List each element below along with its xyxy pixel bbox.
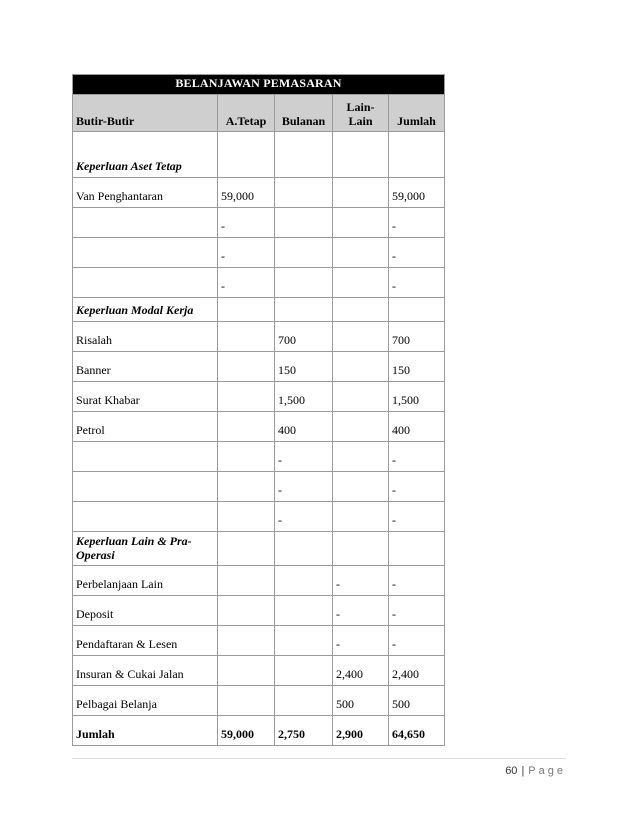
table-cell xyxy=(275,566,333,596)
table-cell xyxy=(333,132,389,178)
table-cell xyxy=(333,412,389,442)
table-cell: - xyxy=(333,596,389,626)
table-row xyxy=(73,566,445,596)
table-cell: 2,400 xyxy=(333,656,389,686)
table-cell xyxy=(218,132,275,178)
table-cell xyxy=(275,178,333,208)
table-cell xyxy=(333,472,389,502)
table-cell xyxy=(218,596,275,626)
page-number: 60 xyxy=(505,765,518,777)
item-label: Surat Khabar xyxy=(73,382,218,412)
section-label: Keperluan Modal Kerja xyxy=(73,298,218,322)
section-header-row xyxy=(73,532,445,566)
table-row xyxy=(73,352,445,382)
table-cell: - xyxy=(389,442,445,472)
table-cell xyxy=(389,298,445,322)
table-cell: - xyxy=(218,238,275,268)
page-label: Page xyxy=(528,765,566,777)
table-cell: 400 xyxy=(389,412,445,442)
table-cell: 700 xyxy=(389,322,445,352)
table-row xyxy=(73,596,445,626)
table-cell xyxy=(333,238,389,268)
total-cell: 2,750 xyxy=(275,716,333,746)
table-row xyxy=(73,238,445,268)
table-row xyxy=(73,382,445,412)
header-jumlah: Jumlah xyxy=(389,95,445,132)
footer-separator: | xyxy=(521,765,525,777)
table-row xyxy=(73,656,445,686)
table-cell: 150 xyxy=(275,352,333,382)
table-cell: - xyxy=(389,502,445,532)
item-label xyxy=(73,442,218,472)
table-title: BELANJAWAN PEMASARAN xyxy=(73,75,445,95)
table-cell: 700 xyxy=(275,322,333,352)
item-label xyxy=(73,268,218,298)
table-cell xyxy=(218,442,275,472)
table-cell xyxy=(275,686,333,716)
item-label: Risalah xyxy=(73,322,218,352)
table-cell xyxy=(218,472,275,502)
table-row xyxy=(73,502,445,532)
table-cell xyxy=(218,322,275,352)
item-label: Perbelanjaan Lain xyxy=(73,566,218,596)
table-title-row xyxy=(73,75,445,95)
table-cell xyxy=(333,298,389,322)
total-label: Jumlah xyxy=(73,716,218,746)
table-row xyxy=(73,626,445,656)
item-label xyxy=(73,238,218,268)
table-row xyxy=(73,268,445,298)
total-row xyxy=(73,716,445,746)
section-label: Keperluan Aset Tetap xyxy=(73,132,218,178)
table-cell: 150 xyxy=(389,352,445,382)
table-cell xyxy=(333,322,389,352)
table-cell xyxy=(275,532,333,566)
item-label: Pelbagai Belanja xyxy=(73,686,218,716)
table-row xyxy=(73,686,445,716)
table-cell: - xyxy=(275,442,333,472)
table-cell xyxy=(389,532,445,566)
section-header-row xyxy=(73,132,445,178)
section-header-row xyxy=(73,298,445,322)
table-cell xyxy=(275,626,333,656)
table-cell xyxy=(275,208,333,238)
footer-divider xyxy=(72,758,566,759)
table-cell xyxy=(275,298,333,322)
table-cell xyxy=(275,268,333,298)
table-cell xyxy=(218,412,275,442)
table-row xyxy=(73,442,445,472)
table-cell: - xyxy=(389,208,445,238)
total-cell: 64,650 xyxy=(389,716,445,746)
table-cell xyxy=(218,298,275,322)
table-cell xyxy=(218,382,275,412)
table-cell: 59,000 xyxy=(218,178,275,208)
table-cell: 2,400 xyxy=(389,656,445,686)
table-cell: - xyxy=(218,268,275,298)
table-body xyxy=(73,132,445,746)
table-cell xyxy=(218,532,275,566)
table-cell: - xyxy=(389,268,445,298)
table-cell: - xyxy=(389,566,445,596)
table-cell xyxy=(218,686,275,716)
table-cell xyxy=(218,566,275,596)
table-cell xyxy=(333,442,389,472)
table-cell: 500 xyxy=(389,686,445,716)
table-cell xyxy=(275,596,333,626)
item-label: Deposit xyxy=(73,596,218,626)
table-cell xyxy=(275,656,333,686)
table-cell xyxy=(333,208,389,238)
total-cell: 2,900 xyxy=(333,716,389,746)
budget-table xyxy=(72,74,445,746)
table-cell xyxy=(389,132,445,178)
item-label xyxy=(73,472,218,502)
table-row xyxy=(73,178,445,208)
header-a-tetap: A.Tetap xyxy=(218,95,275,132)
table-cell xyxy=(333,532,389,566)
table-cell: - xyxy=(389,472,445,502)
table-cell xyxy=(218,352,275,382)
table-cell xyxy=(218,656,275,686)
item-label: Van Penghantaran xyxy=(73,178,218,208)
section-label: Keperluan Lain & Pra-Operasi xyxy=(73,532,218,566)
header-butir: Butir-Butir xyxy=(73,95,218,132)
table-row xyxy=(73,322,445,352)
table-row xyxy=(73,472,445,502)
item-label: Banner xyxy=(73,352,218,382)
table-header-row xyxy=(73,95,445,132)
table-cell: - xyxy=(389,596,445,626)
table-cell xyxy=(218,502,275,532)
item-label: Pendaftaran & Lesen xyxy=(73,626,218,656)
table-row xyxy=(73,208,445,238)
item-label: Petrol xyxy=(73,412,218,442)
table-cell: 500 xyxy=(333,686,389,716)
header-lain-lain: Lain-Lain xyxy=(333,95,389,132)
table-cell: - xyxy=(389,626,445,656)
table-cell xyxy=(275,132,333,178)
item-label xyxy=(73,502,218,532)
table-cell: - xyxy=(218,208,275,238)
table-cell xyxy=(333,352,389,382)
table-cell: - xyxy=(275,502,333,532)
table-cell: 59,000 xyxy=(389,178,445,208)
item-label xyxy=(73,208,218,238)
header-bulanan: Bulanan xyxy=(275,95,333,132)
table-cell: 1,500 xyxy=(389,382,445,412)
table-cell xyxy=(333,178,389,208)
table-cell xyxy=(218,626,275,656)
table-cell: 1,500 xyxy=(275,382,333,412)
table-cell: - xyxy=(333,566,389,596)
table-row xyxy=(73,412,445,442)
table-cell: - xyxy=(389,238,445,268)
table-cell xyxy=(333,268,389,298)
total-cell: 59,000 xyxy=(218,716,275,746)
table-cell xyxy=(275,238,333,268)
table-cell xyxy=(333,382,389,412)
table-cell: - xyxy=(333,626,389,656)
table-cell: - xyxy=(275,472,333,502)
item-label: Insuran & Cukai Jalan xyxy=(73,656,218,686)
table-cell: 400 xyxy=(275,412,333,442)
page-footer xyxy=(505,765,566,777)
table-cell xyxy=(333,502,389,532)
